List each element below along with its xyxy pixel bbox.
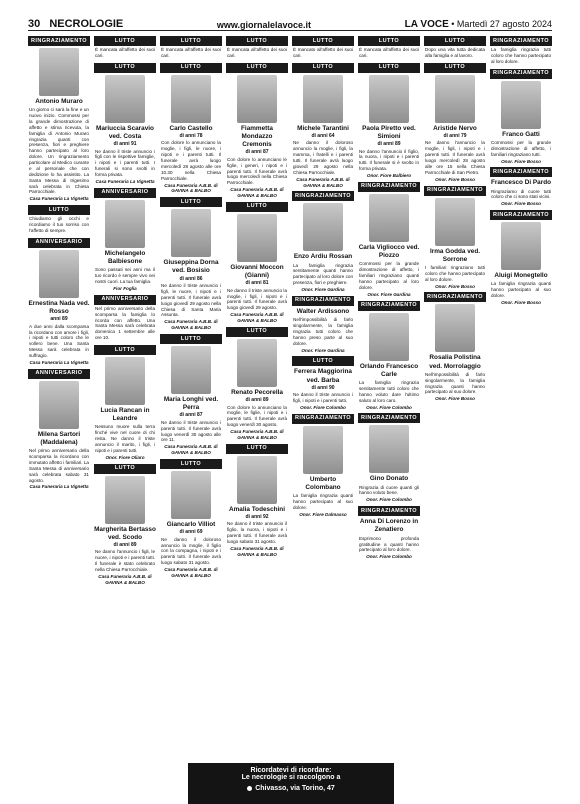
issue-date: Martedì 27 agosto 2024 (456, 19, 552, 29)
footer-address-text: Chivasso, via Torino, 47 (255, 785, 335, 792)
notice-column (424, 36, 486, 758)
deceased-name: Aristide Nervo (433, 124, 477, 132)
funeral-home: Onor. Fiore Balbiero (366, 173, 412, 179)
funeral-home: Casa Funeraria A.B.B. di GAVINA & BALBO (296, 176, 350, 188)
notice-label: LUTTO (226, 444, 288, 454)
funeral-home: Onor. Fiore Colombo (366, 554, 412, 560)
portrait-photo (237, 339, 277, 387)
portrait-photo (171, 75, 211, 123)
deceased-name: Paola Piretto ved. Simioni (362, 124, 416, 140)
portrait-photo (435, 198, 475, 246)
deceased-name: Milena Sartori (Maddalena) (37, 430, 81, 447)
notice-label: RINGRAZIAMENTO (490, 36, 552, 46)
notice-label: RINGRAZIAMENTO (28, 36, 90, 46)
portrait-photo (237, 75, 277, 123)
deceased-name: Franco Gatti (502, 130, 540, 138)
notice-text: Commossi per la grande dimostrazione di affetto, i familiari ringraziano tutti. (491, 139, 551, 157)
footer-address (188, 785, 394, 792)
obituary-notice (160, 36, 222, 60)
funeral-home: Onor. Fiore Colombo (300, 405, 346, 410)
notice-text: A due anni dalla scomparsa la ricordano con amore i figli, i nipoti e tutti coloro che le vollero bene. Una Santa Messa sarà celebrata in suffragio. (29, 323, 89, 359)
funeral-home: Casa Funeraria La Vignetta (95, 178, 155, 184)
deceased-age: di anni 89 (245, 397, 269, 404)
funeral-home: Onor. Fiore Bosso (501, 201, 541, 207)
deceased-name: Ferrera Maggiorina ved. Barba (294, 368, 352, 384)
deceased-age: di anni 87 (179, 412, 203, 419)
notice-column (358, 36, 420, 758)
deceased-name: Giancarlo Villiot (166, 521, 216, 529)
funeral-home: Onor. Fiore Gardina (301, 287, 345, 293)
notice-label: LUTTO (160, 36, 222, 46)
notice-column (28, 36, 90, 758)
deceased-name: Renato Pecorella (231, 388, 283, 396)
portrait-photo (501, 222, 541, 270)
obituary-notice (358, 36, 420, 60)
notice-text: Ne danno il triste annuncio i figli, le nuore, i nipoti e i parenti tutti. Il funerale avrà luogo giovedì 29 agosto nella Chiesa di Santa Maria Assunta. (161, 283, 221, 318)
funeral-home: Casa Funeraria A.B.B. di GAVINA & BALBO (164, 319, 218, 331)
obituary-notice (160, 197, 222, 331)
funeral-home: Casa Funeraria A.B.B. di GAVINA & BALBO (230, 312, 284, 324)
notice-label: LUTTO (160, 459, 222, 469)
deceased-name: Umberto Colombano (305, 475, 341, 492)
portrait-photo (369, 75, 409, 123)
obituary-notice (292, 356, 354, 410)
funeral-home: Casa Funeraria La Vignetta (29, 359, 89, 365)
portrait-photo (171, 209, 211, 257)
obituary-notice (226, 63, 288, 199)
portrait-photo (369, 313, 409, 361)
notice-label: RINGRAZIAMENTO (358, 413, 420, 423)
deceased-age: di anni 91 (113, 141, 137, 148)
portrait-photo (171, 471, 211, 519)
deceased-age: di anni 87 (245, 149, 269, 156)
obituary-notice (358, 301, 420, 411)
notice-label: LUTTO (424, 36, 486, 46)
notice-text: Ringrazia di cuore quanti gli hanno voluto bene. (359, 484, 419, 496)
obituary-notice (292, 191, 354, 293)
notice-label: LUTTO (160, 197, 222, 207)
notice-label: ANNIVERSARIO (94, 295, 156, 305)
notice-text: Ne danno il doloroso annuncio la moglie, il figlio con la compagna, i nipoti e i parenti tutti. Il funerale avrà luogo sabato 31 agosto. (161, 536, 221, 566)
notice-text: Ne danno l'annuncio i figli, le nuore, i nipoti e i parenti tutti. Il funerale è stato celebrato nella Chiesa Parrocchiale. (95, 549, 155, 573)
notice-text: Ne danno l'annuncio il figlio, la nuora, i nipoti e i parenti tutti. Il funerale si è svolto in forma privata. (359, 148, 419, 172)
notice-label: RINGRAZIAMENTO (358, 301, 420, 311)
funeral-home: Casa Funeraria A.B.B. di GAVINA & BALBO (230, 429, 284, 440)
funeral-home: Casa Funeraria A.B.B. di GAVINA & BALBO (164, 567, 218, 578)
obituary-notice (490, 69, 552, 165)
obituary-notice (226, 327, 288, 441)
deceased-name: Fiammetta Mondazzo Cremonis (241, 124, 273, 149)
notice-label: RINGRAZIAMENTO (424, 186, 486, 196)
obituary-notice (94, 36, 156, 60)
funeral-home: Onor. Fiore Dalmasso (299, 511, 347, 517)
notice-text: Nell'impossibilità di farlo singolarmente, la famiglia ringrazia quanti hanno partecipato al suo dolore. (425, 371, 485, 395)
page-header (28, 14, 552, 31)
masthead: LA VOCE • Martedì 27 agosto 2024 (404, 19, 552, 30)
notice-text: Ne danno il doloroso annuncio la moglie, i figli, la mamma, i fratelli e i parenti tutti. Il funerale avrà luogo giovedì 29 agosto nella Chiesa Parrocchiale. (293, 140, 353, 175)
notice-label: RINGRAZIAMENTO (490, 69, 552, 79)
deceased-name: Giovanni Moccon (Gianni) (230, 263, 284, 280)
notice-text: Ringraziamo di cuore tutti coloro che ci sono stati vicini. (491, 188, 551, 200)
obituary-notice (358, 413, 420, 503)
notice-label: LUTTO (160, 63, 222, 73)
deceased-name: Aluigi Monegtello (494, 272, 548, 280)
funeral-home: Onor. Fiore Bosso (501, 300, 541, 306)
portrait-photo (39, 48, 79, 96)
obituary-notice (94, 63, 156, 185)
obituary-notice (424, 63, 486, 183)
deceased-name: Antonio Muraro (35, 98, 83, 106)
obituary-notice (292, 296, 354, 353)
portrait-photo (105, 357, 145, 405)
notice-label: RINGRAZIAMENTO (292, 296, 354, 306)
deceased-name: Michelangelo Balbiesone (104, 249, 146, 266)
notice-text: Ne danno il triste annuncio i parenti tutti. Il funerale avrà luogo venerdì 30 agosto alle ore 11. (161, 419, 221, 443)
notice-text: La famiglia ringrazia quanti hanno partecipato al suo dolore. (491, 281, 551, 299)
notice-text: Dopo una vita tutta dedicata alla famiglia e al lavoro. (425, 47, 485, 58)
funeral-home: Casa Funeraria A.B.B. di GAVINA & BALBO (164, 182, 218, 194)
notice-column (160, 36, 222, 758)
notice-text: La famiglia ringrazia quanti hanno partecipato al suo dolore. (293, 493, 353, 511)
notice-label: LUTTO (94, 345, 156, 355)
funeral-home: Onor. Fiore Bosso (435, 283, 475, 289)
funeral-home: Onor. Fiore Bosso (435, 396, 475, 402)
portrait-photo (303, 203, 343, 251)
obituary-notice (94, 188, 156, 292)
deceased-age: di anni 79 (443, 133, 467, 139)
funeral-home: Casa Funeraria A.B.B. di GAVINA & BALBO (230, 545, 284, 557)
notice-text: Ne danno il triste annuncio i figli, i nipoti e i parenti tutti. (293, 392, 353, 404)
footer-line2: Le necrologie si raccolgono a (241, 774, 341, 781)
notice-label: LUTTO (292, 36, 354, 46)
deceased-age: anni 89 (50, 316, 68, 323)
obituary-notice (424, 186, 486, 290)
obituary-notice (160, 63, 222, 194)
funeral-home: Casa Funeraria A.B.B. di GAVINA & BALBO (98, 573, 152, 585)
notice-label: LUTTO (160, 334, 222, 344)
location-pin-icon (247, 786, 252, 791)
notice-text: Ne danno l'annuncio la moglie, i figli, i nipoti e i parenti tutti. Il funerale avrà luogo mercoledì 28 agosto alle ore 15 nella Chiesa Parrocchiale di San Pietro. (425, 140, 485, 175)
deceased-name: Carlo Castello (169, 124, 213, 132)
notice-label: ANNIVERSARIO (94, 188, 156, 198)
deceased-name: Carla Vigliocco ved. Piozzo (358, 243, 420, 260)
obituary-notice (94, 464, 156, 586)
notice-text: La famiglia ringrazia tutti coloro che hanno partecipato al loro dolore. (491, 47, 551, 64)
deceased-name: Gino Donato (369, 475, 409, 483)
notice-text: Commossi per la grande dimostrazione di affetto, i familiari ringraziano quanti hanno partecipato al loro dolore. (359, 261, 419, 290)
funeral-home: Casa Funeraria A.B.B. di GAVINA & BALBO (230, 187, 284, 199)
notice-text: È mancato all'affetto dei suoi cari. (293, 47, 353, 58)
obituary-notice (292, 414, 354, 518)
deceased-name: Maria Longhi ved. Perra (163, 396, 219, 412)
portrait-photo (237, 456, 277, 504)
notice-column (94, 36, 156, 758)
notice-text: È mancata all'affetto dei suoi cari. (161, 47, 221, 58)
notice-label: RINGRAZIAMENTO (358, 182, 420, 192)
footer-box (188, 763, 394, 804)
deceased-name: Enzo Ardiu Rossan (293, 253, 353, 261)
deceased-age: di anni 64 (311, 133, 335, 139)
notice-text: Chiudiamo gli occhi e ricordiamo il tuo sorriso con l'affetto di sempre. (29, 216, 89, 233)
notice-text: Nessuno muore sulla terra finché vive nel cuore di chi resta. Ne danno il triste annuncio il marito, i figli, i nipoti e i parenti tutti. (95, 424, 155, 453)
obituary-notice (358, 63, 420, 179)
site-url[interactable]: www.giornalelavoce.it (216, 20, 312, 30)
funeral-home: Onor. Fiore Bosso (501, 158, 541, 164)
notice-label: LUTTO (226, 63, 288, 73)
notice-label: RINGRAZIAMENTO (424, 292, 486, 302)
portrait-photo (501, 81, 541, 129)
funeral-home: Casa Funeraria La Vignetta (29, 196, 89, 202)
portrait-photo (39, 381, 79, 429)
notice-label: LUTTO (292, 356, 354, 366)
notice-label: RINGRAZIAMENTO (358, 506, 420, 516)
notice-label: LUTTO (28, 205, 90, 215)
obituary-notice (28, 369, 90, 491)
obituary-notice (226, 36, 288, 60)
obituary-notice (226, 202, 288, 324)
deceased-age: di anni 89 (377, 141, 401, 148)
notice-label: RINGRAZIAMENTO (490, 210, 552, 220)
notice-label: LUTTO (292, 63, 354, 73)
notice-text: Con dolore lo annunciano le figlie, i generi, i nipoti e i parenti tutti. Il funerale avrà luogo mercoledì nella Chiesa Parrocchiale. (227, 156, 287, 186)
obituary-notice (292, 63, 354, 189)
obituary-notice (160, 334, 222, 456)
notice-label: LUTTO (358, 36, 420, 46)
obituary-notice (94, 345, 156, 461)
deceased-name: Giuseppina Dorna ved. Bosisio (163, 259, 219, 275)
deceased-age: di anni 69 (179, 529, 203, 536)
funeral-home: Onor. Fiore Colombo (366, 497, 412, 503)
obituary-notice (28, 238, 90, 366)
notice-label: LUTTO (226, 327, 288, 337)
deceased-name: Amalia Todeschini (229, 505, 285, 513)
obituary-notice (292, 36, 354, 60)
deceased-name: Walter Ardissono (296, 308, 350, 316)
notice-columns (28, 36, 552, 758)
portrait-photo (171, 346, 211, 394)
obituary-notice (94, 295, 156, 342)
funeral-home: Casa Funeraria La Vignetta (29, 484, 89, 490)
portrait-photo (369, 194, 409, 242)
notice-column (226, 36, 288, 758)
notice-text: Ne danno il triste annuncio la moglie, i figli, i nipoti e i parenti tutti. Il funerale avrà luogo giovedì 29 agosto. (227, 287, 287, 311)
notice-label: LUTTO (226, 202, 288, 212)
notice-text: Nel primo anniversario della scomparsa la famiglia lo ricorda con affetto. Una Santa Messa sarà celebrata domenica 1 settembre alle ore 10. (95, 305, 155, 341)
portrait-photo (435, 75, 475, 123)
notice-label: LUTTO (226, 36, 288, 46)
portrait-photo (105, 476, 145, 524)
deceased-age: di anni 81 (245, 280, 269, 287)
notice-label: RINGRAZIAMENTO (292, 414, 354, 424)
deceased-age: di anni 89 (113, 542, 137, 549)
notice-text: Nell'impossibilità di farlo singolarmente, la famiglia ringrazia tutti coloro che hanno preso parte al suo dolore. (293, 317, 353, 346)
notice-text: Un giorno ci sarà la fine e un nuovo inizio. Commossi per la grande dimostrazione di affetto e stima ricevuta, la famiglia di Antonio Muraro ringrazia quanti con presenza, fiori e preghiere hanno partecipato al loro dolore. Un ringraziamento particolare al Medico curante e al personale che con dedizione lo ha assistito. La Santa Messa di trigesimo sarà celebrata in Chiesa Parrocchiale. (29, 107, 89, 195)
obituary-notice (424, 292, 486, 402)
deceased-name: Francesco Di Pardo (490, 179, 552, 187)
notice-label: LUTTO (94, 63, 156, 73)
notice-text: È mancata all'affetto dei suoi cari. (359, 47, 419, 58)
obituary-notice (424, 36, 486, 60)
funeral-home: Onor. Fiore Colombo (366, 404, 412, 410)
deceased-age: di anni 78 (179, 133, 203, 139)
notice-text: Con dolore lo annunciano la moglie, i figli, le nuore, i nipoti e i parenti tutti. Il funerale avrà luogo mercoledì 28 agosto alle ore 10.30 nella Chiesa Parrocchiale. (161, 140, 221, 181)
notice-text: Sono passati sei anni ma il tuo ricordo è sempre vivo nei nostri cuori. La tua famiglia. (95, 267, 155, 284)
portrait-photo (237, 214, 277, 262)
deceased-age: di anni 86 (179, 275, 203, 282)
deceased-age: di anni 90 (311, 384, 335, 391)
deceased-name: Rosalia Polistina ved. Morrolaggio (429, 354, 481, 370)
obituary-notice (28, 36, 90, 202)
notice-text: Esprimono profonda gratitudine a quanti hanno partecipato al loro dolore. (359, 535, 419, 553)
funeral-home: Onor. Fiore Gardina (301, 347, 345, 353)
notice-column (490, 36, 552, 758)
deceased-name: Anna Di Lorenzo in Zenatiero (359, 518, 419, 534)
notice-label: ANNIVERSARIO (28, 238, 90, 248)
notice-text: La famiglia ringrazia sentitamente quanti hanno partecipato al loro dolore con presenza, fiori e preghiere. (293, 262, 353, 286)
notice-text: I familiari ringraziano tutti coloro che hanno partecipato al loro dolore. (425, 264, 485, 282)
notice-label: RINGRAZIAMENTO (292, 191, 354, 201)
deceased-name: Lucia Rancan in Leandre (100, 407, 150, 423)
page-number: 30 (28, 18, 41, 30)
deceased-name: Irma Godda ved. Sorrone (429, 247, 481, 263)
obituary-notice (490, 167, 552, 207)
obituary-notice (28, 205, 90, 235)
obituary-notice (226, 444, 288, 558)
notice-label: LUTTO (94, 464, 156, 474)
newspaper-name: LA VOCE (404, 19, 449, 30)
obituary-notice (358, 506, 420, 560)
notice-text: Con dolore lo annunciano la moglie, le figlie, i nipoti e i parenti tutti. Il funerale avrà luogo venerdì 30 agosto. (227, 404, 287, 428)
deceased-age: di anni 92 (245, 514, 269, 521)
obituary-notice (358, 182, 420, 298)
footer-line1: Ricordatevi di ricordare: (250, 767, 332, 774)
portrait-photo (369, 425, 409, 473)
deceased-name: Mariuccia Scaravio ved. Costa (96, 124, 154, 140)
notice-label: ANNIVERSARIO (28, 369, 90, 379)
portrait-photo (105, 200, 145, 248)
notice-label: LUTTO (358, 63, 420, 73)
notice-label: RINGRAZIAMENTO (490, 167, 552, 177)
portrait-photo (39, 250, 79, 298)
notice-column (292, 36, 354, 758)
portrait-photo (303, 75, 343, 123)
notice-text: È mancata all'affetto dei suoi cari. (95, 47, 155, 58)
deceased-name: Michele Tarantini (297, 124, 349, 132)
funeral-home: Casa Funeraria A.B.B. di GAVINA & BALBO (164, 444, 218, 456)
funeral-home: Onor. Fiore Gardina (367, 291, 411, 297)
deceased-name: Ernestina Nada ved. Rosso (28, 299, 90, 316)
deceased-name: Orlando Francesco Carle (359, 362, 419, 378)
notice-text: Ne danno il triste annuncio il figlio, la nuora, i nipoti e i parenti tutti. Il funerale avrà luogo sabato 31 agosto. (227, 521, 287, 545)
notice-text: Ne danno il triste annuncio i figli con le rispettive famiglie, i nipoti e i parenti tutti. I funerali si sono svolti in forma privata. (95, 148, 155, 178)
funeral-home: Onor. Fiore Bosso (435, 176, 475, 182)
notice-text: Nel primo anniversario della scomparsa la ricordano con immutato affetto i familiari. La Santa Messa di anniversario sarà celebrata sabato 31 agosto. (29, 448, 89, 483)
funeral-home: Fior Foglia (113, 285, 137, 291)
notice-text: La famiglia ringrazia sentitamente tutti coloro che hanno voluto dare l'ultimo saluto al loro caro. (359, 380, 419, 403)
obituary-notice (490, 36, 552, 66)
deceased-name: Margherita Bertasso ved. Scodo (94, 525, 156, 541)
section-title: NECROLOGIE (49, 18, 124, 30)
obituary-notice (490, 210, 552, 306)
portrait-photo (105, 75, 145, 123)
portrait-photo (435, 304, 475, 352)
portrait-photo (303, 426, 343, 474)
notice-label: LUTTO (94, 36, 156, 46)
notice-label: LUTTO (424, 63, 486, 73)
notice-text: È mancata all'affetto dei suoi cari. (227, 47, 287, 58)
obituary-notice (160, 459, 222, 579)
funeral-home: Onor. Fiore Oliaro (105, 454, 145, 460)
